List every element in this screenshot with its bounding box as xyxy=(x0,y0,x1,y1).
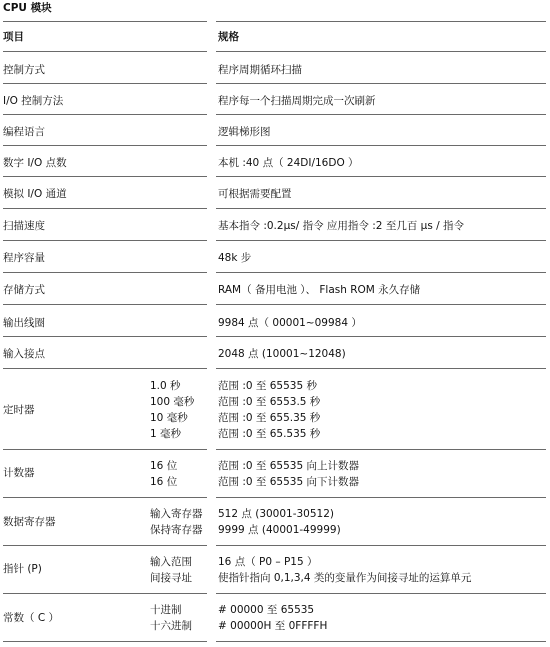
rule xyxy=(216,449,546,450)
row-item-timer: 定时器 xyxy=(3,404,35,416)
row-item-io-control: I/O 控制方法 xyxy=(3,95,64,107)
rule xyxy=(3,21,207,22)
rule xyxy=(216,304,546,305)
rule xyxy=(3,208,207,209)
rule xyxy=(216,240,546,241)
timer-spec-list xyxy=(218,378,320,442)
rule xyxy=(216,545,546,546)
rule xyxy=(3,83,207,84)
constant-spec: # 00000H 至 0FFFFH xyxy=(218,620,328,632)
constant-sub: 十进制 xyxy=(150,604,182,616)
row-item-data-register: 数据寄存器 xyxy=(3,516,56,528)
rule xyxy=(3,272,207,273)
row-item-program-capacity: 程序容量 xyxy=(3,252,45,264)
timer-sub: 1.0 秒 xyxy=(150,380,181,392)
header-spec: 规格 xyxy=(218,31,239,43)
rule xyxy=(216,51,546,52)
rule xyxy=(216,497,546,498)
data-register-sub-list xyxy=(150,506,203,538)
rule xyxy=(216,641,546,642)
timer-sub-list xyxy=(150,378,194,442)
rule xyxy=(3,593,207,594)
timer-spec: 范围 :0 至 655.35 秒 xyxy=(218,412,321,424)
row-spec-input-contact: 2048 点 (10001~12048) xyxy=(218,348,346,360)
row-item-language: 编程语言 xyxy=(3,126,45,138)
pointer-spec: 使指针指向 0,1,3,4 类的变量作为间接寻址的运算单元 xyxy=(218,572,472,584)
row-spec-io-control: 程序每一个扫描周期完成一次刷新 xyxy=(218,95,376,107)
rule xyxy=(216,368,546,369)
counter-sub: 16 位 xyxy=(150,460,178,472)
rule xyxy=(216,83,546,84)
row-spec-output-coil: 9984 点（ 00001~09984 ） xyxy=(218,317,362,329)
data-register-sub: 保持寄存器 xyxy=(150,524,203,536)
rule xyxy=(216,272,546,273)
constant-sub-list xyxy=(150,602,192,634)
timer-sub: 100 毫秒 xyxy=(150,396,195,408)
row-item-digital-io: 数字 I/O 点数 xyxy=(3,157,67,169)
rule xyxy=(3,336,207,337)
rule xyxy=(3,304,207,305)
row-item-counter: 计数器 xyxy=(3,467,35,479)
counter-sub-list xyxy=(150,458,177,490)
row-spec-language: 逻辑梯形图 xyxy=(218,126,271,138)
rule xyxy=(3,497,207,498)
row-spec-control-mode: 程序周期循环扫描 xyxy=(218,64,302,76)
data-register-spec: 9999 点 (40001-49999) xyxy=(218,524,341,536)
row-item-analog-io: 模拟 I/O 通道 xyxy=(3,188,67,200)
rule xyxy=(3,449,207,450)
timer-spec: 范围 :0 至 6553.5 秒 xyxy=(218,396,321,408)
row-item-scan-speed: 扫描速度 xyxy=(3,220,45,232)
rule xyxy=(216,176,546,177)
data-register-sub: 输入寄存器 xyxy=(150,508,203,520)
row-item-control-mode: 控制方式 xyxy=(3,64,45,76)
module-title: CPU 模块 xyxy=(3,2,52,14)
row-spec-scan-speed: 基本指令 :0.2μs/ 指令 应用指令 :2 至几百 μs / 指令 xyxy=(218,220,465,232)
row-spec-analog-io: 可根据需要配置 xyxy=(218,188,292,200)
rule xyxy=(3,176,207,177)
constant-spec: # 00000 至 65535 xyxy=(218,604,315,616)
rule xyxy=(3,545,207,546)
timer-sub: 10 毫秒 xyxy=(150,412,188,424)
timer-spec: 范围 :0 至 65535 秒 xyxy=(218,380,317,392)
row-spec-digital-io: 本机 :40 点（ 24DI/16DO ） xyxy=(218,157,359,169)
rule xyxy=(3,641,207,642)
row-item-output-coil: 输出线圈 xyxy=(3,317,45,329)
rule xyxy=(216,336,546,337)
counter-spec-list xyxy=(218,458,359,490)
rule xyxy=(216,21,546,22)
rule xyxy=(3,51,207,52)
rule xyxy=(3,240,207,241)
timer-spec: 范围 :0 至 65.535 秒 xyxy=(218,428,321,440)
row-spec-storage: RAM（ 备用电池 ）、 Flash ROM 永久存储 xyxy=(218,284,421,296)
rule xyxy=(216,114,546,115)
counter-spec: 范围 :0 至 65535 向上计数器 xyxy=(218,460,359,472)
pointer-sub: 间接寻址 xyxy=(150,572,192,584)
constant-spec-list xyxy=(218,602,327,634)
header-item: 项目 xyxy=(3,31,24,43)
row-item-pointer: 指针 (P) xyxy=(3,563,42,575)
row-spec-program-capacity: 48k 步 xyxy=(218,252,252,264)
pointer-sub: 输入范围 xyxy=(150,556,192,568)
row-item-input-contact: 输入接点 xyxy=(3,348,45,360)
rule xyxy=(3,114,207,115)
rule xyxy=(216,593,546,594)
rule xyxy=(3,145,207,146)
counter-sub: 16 位 xyxy=(150,476,178,488)
rule xyxy=(216,208,546,209)
row-item-constant: 常数（ C ） xyxy=(3,612,60,624)
rule xyxy=(216,145,546,146)
pointer-spec: 16 点（ P0 – P15 ） xyxy=(218,556,318,568)
data-register-spec-list xyxy=(218,506,341,538)
constant-sub: 十六进制 xyxy=(150,620,192,632)
row-item-storage: 存储方式 xyxy=(3,284,45,296)
rule xyxy=(3,368,207,369)
timer-sub: 1 毫秒 xyxy=(150,428,182,440)
pointer-spec-list xyxy=(218,554,471,586)
pointer-sub-list xyxy=(150,554,192,586)
data-register-spec: 512 点 (30001-30512) xyxy=(218,508,335,520)
counter-spec: 范围 :0 至 65535 向下计数器 xyxy=(218,476,359,488)
